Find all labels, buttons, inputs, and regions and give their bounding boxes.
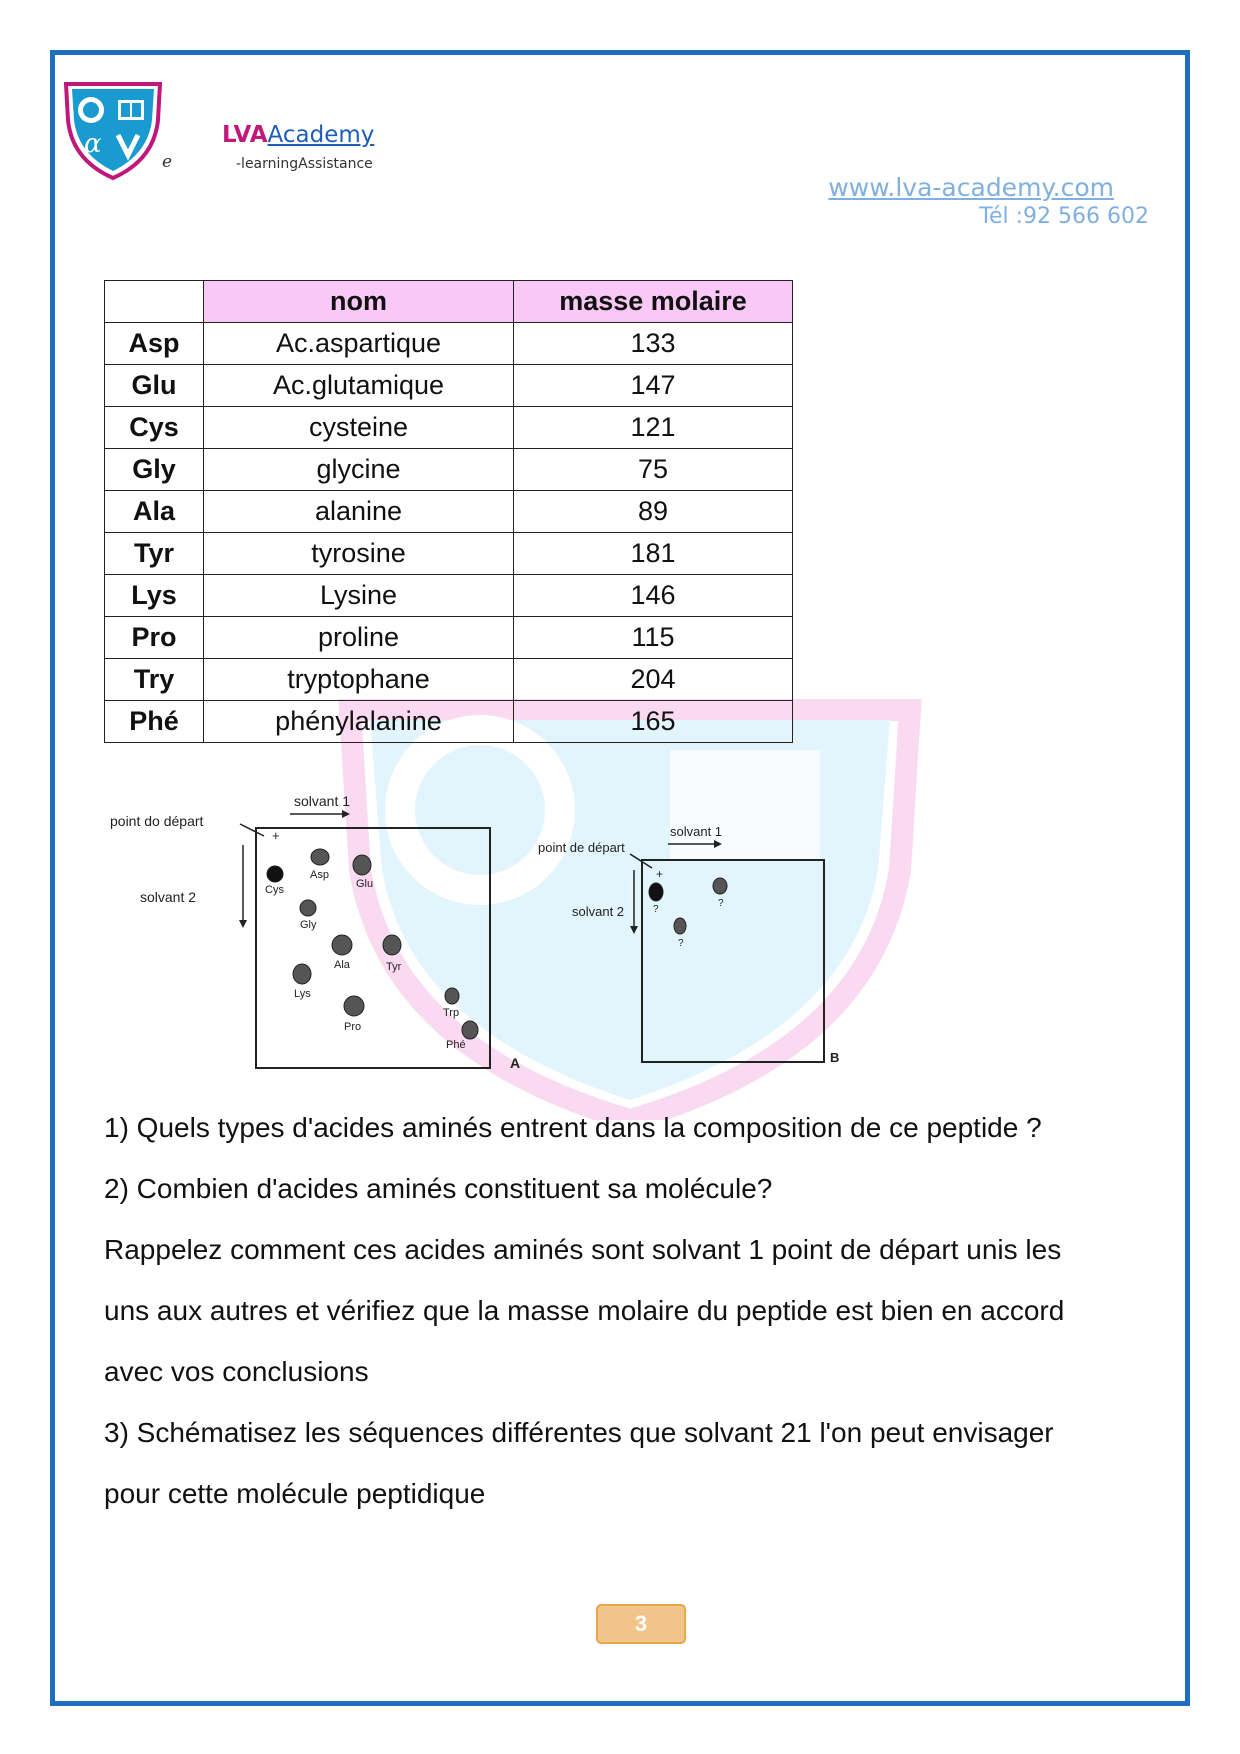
table-cell-nom: alanine (204, 491, 514, 533)
table-cell-nom: phénylalanine (204, 701, 514, 743)
svg-text:α: α (84, 129, 102, 159)
unknown-mark: ? (678, 938, 684, 949)
svg-text:+: + (656, 867, 664, 881)
table-cell-masse: 146 (514, 575, 793, 617)
spot-label: Gly (300, 919, 317, 931)
spot-label: Pro (344, 1021, 362, 1033)
table-cell-masse: 181 (514, 533, 793, 575)
table-cell-code: Cys (105, 407, 204, 449)
paragraph-line-3: avec vos conclusions (104, 1356, 369, 1387)
table-cell-masse: 204 (514, 659, 793, 701)
brand-name[interactable]: LVAAcademy (222, 122, 375, 148)
b-start-label: point de départ (538, 840, 625, 855)
table-cell-code: Gly (105, 449, 204, 491)
spot-label: Ala (334, 959, 350, 971)
phone-number: Tél :92 566 602 (979, 204, 1149, 229)
academy-logo-icon (58, 80, 168, 180)
question-3: 3) Schématisez les séquences différentes que solvant 21 l'on peut envisager (104, 1417, 1054, 1448)
svg-text:+: + (272, 828, 280, 843)
spot-label: Cys (265, 884, 284, 896)
brand-tagline: -learningAssistance (236, 156, 373, 172)
table-cell-masse: 133 (514, 323, 793, 365)
table-row (105, 659, 793, 701)
table-cell-code: Ala (105, 491, 204, 533)
table-cell-masse: 121 (514, 407, 793, 449)
table-row (105, 701, 793, 743)
spot-label: Tyr (386, 961, 402, 973)
b-solvent2-label: solvant 2 (572, 904, 625, 919)
unknown-mark: ? (653, 904, 659, 915)
a-solvent1-label: solvant 1 (294, 793, 351, 809)
table-header-masse: masse molaire (514, 281, 793, 323)
spot-label: Trp (443, 1007, 460, 1019)
table-cell-code: Phé (105, 701, 204, 743)
chromatogram-figure (100, 790, 860, 1090)
table-cell-nom: Lysine (204, 575, 514, 617)
question-1: 1) Quels types d'acides aminés entrent dans la composition de ce peptide ? (104, 1112, 1042, 1143)
table-row (105, 575, 793, 617)
table-row (105, 617, 793, 659)
amino-acid-table (104, 280, 793, 743)
table-header-blank (105, 281, 204, 323)
a-letter: A (510, 1055, 521, 1071)
table-cell-code: Try (105, 659, 204, 701)
table-cell-code: Lys (105, 575, 204, 617)
brand-e: e (162, 152, 173, 172)
table-cell-nom: tryptophane (204, 659, 514, 701)
page-number: 3 (596, 1604, 686, 1644)
table-cell-masse: 75 (514, 449, 793, 491)
question-3-cont: pour cette molécule peptidique (104, 1478, 486, 1509)
paragraph-line-1: Rappelez comment ces acides aminés sont solvant 1 point de départ unis les (104, 1234, 1062, 1265)
table-cell-nom: tyrosine (204, 533, 514, 575)
chromatogram-a (110, 793, 520, 1071)
table-cell-nom: proline (204, 617, 514, 659)
spot-label: Asp (310, 869, 329, 881)
table-header-row (105, 281, 793, 323)
table-cell-masse: 89 (514, 491, 793, 533)
table-cell-nom: cysteine (204, 407, 514, 449)
spot-label: Glu (356, 878, 374, 890)
table-cell-code: Glu (105, 365, 204, 407)
a-solvent2-label: solvant 2 (140, 889, 197, 905)
table-cell-nom: Ac.aspartique (204, 323, 514, 365)
a-start-label: point do départ (110, 813, 204, 829)
table-cell-masse: 147 (514, 365, 793, 407)
spot-label: Lys (294, 988, 311, 1000)
table-row (105, 449, 793, 491)
table-row (105, 365, 793, 407)
table-cell-masse: 165 (514, 701, 793, 743)
paragraph-line-2: uns aux autres et vérifiez que la masse molaire du peptide est bien en accord (104, 1295, 1065, 1326)
table-cell-nom: glycine (204, 449, 514, 491)
table-row (105, 323, 793, 365)
table-cell-nom: Ac.glutamique (204, 365, 514, 407)
unknown-mark: ? (718, 898, 724, 909)
b-letter: B (830, 1050, 840, 1065)
table-cell-code: Pro (105, 617, 204, 659)
website-link[interactable]: www.lva-academy.com (828, 173, 1114, 202)
table-row (105, 533, 793, 575)
table-cell-code: Asp (105, 323, 204, 365)
table-row (105, 407, 793, 449)
question-2: 2) Combien d'acides aminés constituent sa molécule? (104, 1173, 773, 1204)
table-row (105, 491, 793, 533)
b-solvent1-label: solvant 1 (670, 824, 723, 839)
table-header-nom: nom (204, 281, 514, 323)
table-cell-code: Tyr (105, 533, 204, 575)
spot-label: Phé (446, 1039, 466, 1051)
table-cell-masse: 115 (514, 617, 793, 659)
chromatogram-b (538, 824, 839, 1065)
